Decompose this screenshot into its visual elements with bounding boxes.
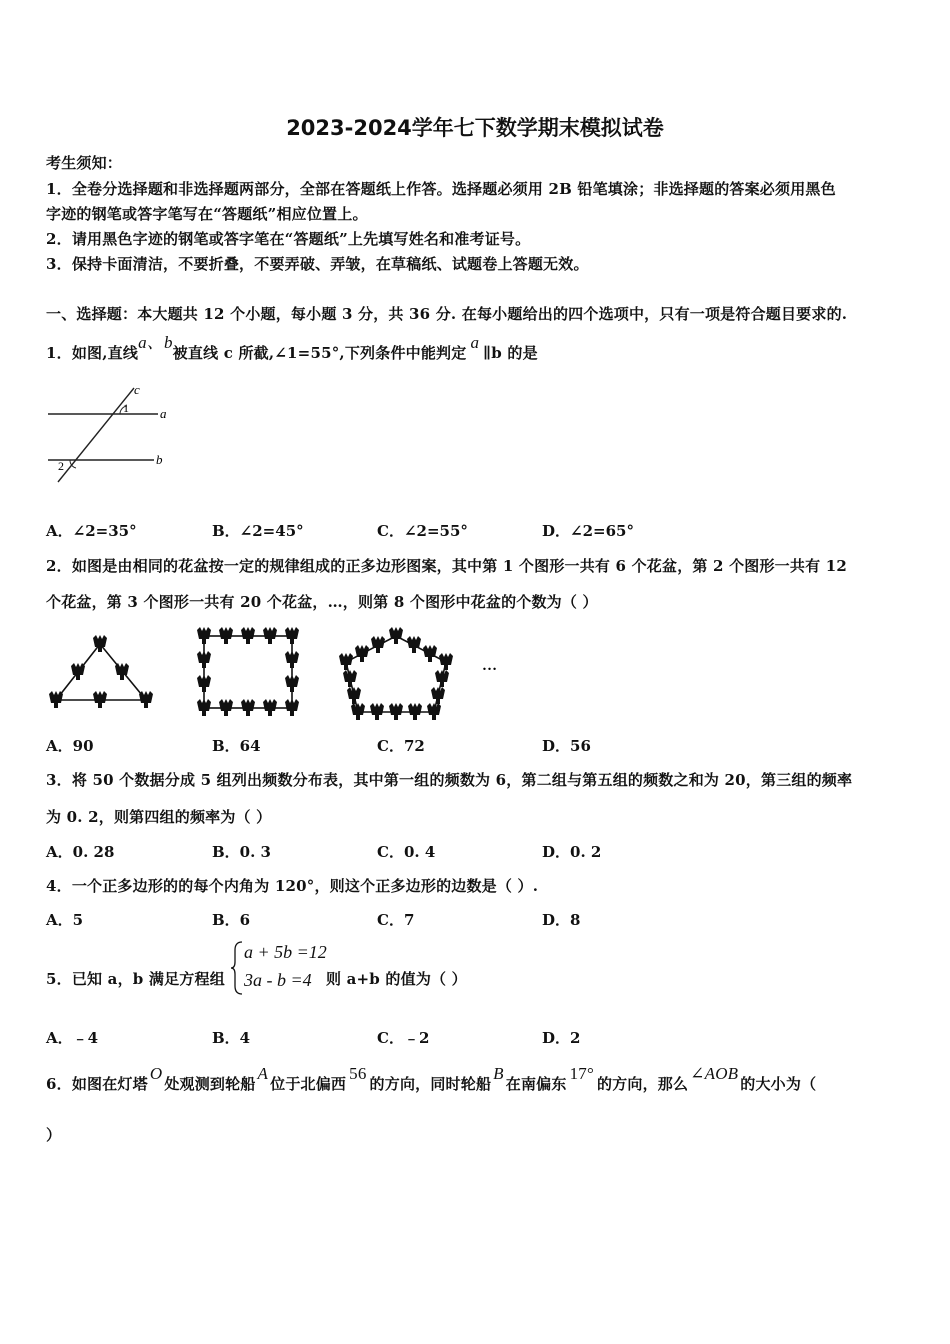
label-a: a: [160, 406, 167, 421]
q6-degree-1: 56: [349, 1064, 367, 1083]
q1-option-d: D．∠2=65°: [542, 522, 634, 540]
q2-option-d: D．56: [542, 737, 591, 755]
notice-heading: 考生须知：: [46, 154, 123, 172]
q6-text-6: 的方向，那么: [596, 1075, 689, 1093]
q5-brace: [230, 940, 244, 996]
q1-text-post: ∥b 的是: [483, 344, 538, 362]
pattern-ellipsis: …: [482, 658, 497, 674]
q4-option-a: A．5: [46, 911, 84, 929]
q4-option-b: B．6: [212, 911, 251, 929]
notice-item-1-cont: 字迹的钢笔或答字笔写在“答题纸”相应位置上。: [46, 205, 368, 223]
q6-point-b: B: [493, 1064, 504, 1083]
q1-option-a: A．∠2=35°: [46, 522, 137, 540]
q6-text-4: 的方向，同时轮船: [369, 1075, 492, 1093]
q1-a: a: [470, 333, 480, 352]
label-c: c: [134, 382, 140, 397]
question-5-post: 则 a+b 的值为（ ）: [326, 970, 467, 988]
page-title: 2023-2024学年七下数学期末模拟试卷: [286, 116, 664, 140]
q6-text-7: 的大小为（: [740, 1075, 817, 1093]
q5-equation-2: 3a - b =4: [244, 970, 312, 990]
question-4: 4．一个正多边形的的每个内角为 120°，则这个正多边形的边数是（ ）.: [46, 877, 539, 895]
q3-option-c: C．0. 4: [377, 843, 436, 861]
question-3-line-2: 为 0. 2，则第四组的频率为（ ）: [46, 808, 272, 826]
q6-point-a: A: [257, 1064, 269, 1083]
q2-option-a: A．90: [46, 737, 94, 755]
q2-option-c: C．72: [377, 737, 425, 755]
q6-text-1: 6．如图在灯塔: [46, 1075, 148, 1093]
q6-text-5: 在南偏东: [505, 1075, 567, 1093]
q2-figure: [44, 626, 514, 722]
notice-item-3: 3．保持卡面清洁，不要折叠，不要弄破、弄皱，在草稿纸、试题卷上答题无效。: [46, 255, 589, 273]
q6-point-o: O: [149, 1064, 163, 1083]
q1-option-b: B．∠2=45°: [212, 522, 304, 540]
q4-option-c: C．7: [377, 911, 415, 929]
q1-text-pre: 1．如图,直线: [46, 344, 139, 362]
q5-option-a: A．﹣4: [46, 1029, 99, 1047]
q6-degree-2: 17°: [569, 1064, 594, 1083]
q6-text-3: 位于北偏西: [270, 1075, 347, 1093]
q2-option-b: B．64: [212, 737, 261, 755]
q1-text-mid: 被直线 c 所截,∠1=55°,下列条件中能判定: [172, 344, 467, 362]
q6-text-2: 处观测到轮船: [164, 1075, 256, 1093]
q6-closing-paren: ）: [46, 1126, 62, 1144]
notice-item-2: 2．请用黑色字迹的钢笔或答字笔在“答题纸”上先填写姓名和准考证号。: [46, 230, 531, 248]
question-1: [46, 333, 538, 363]
question-6: [46, 1064, 817, 1094]
angle-1-label: 1: [123, 401, 129, 415]
q5-option-d: D．2: [542, 1029, 581, 1047]
q3-option-d: D．0. 2: [542, 843, 602, 861]
question-2-line-1: 2．如图是由相同的花盆按一定的规律组成的正多边形图案，其中第 1 个图形一共有 6 个花盆，第 2 个图形一共有 12: [46, 557, 847, 575]
pattern-1-triangle: [49, 635, 153, 708]
section-heading: 一、选择题：本大题共 12 个小题，每小题 3 分，共 36 分. 在每小题给出的四个选项中，只有一项是符合题目要求的.: [46, 305, 848, 323]
q1-ab: a、b: [138, 333, 173, 352]
pattern-3-pentagon: [339, 627, 453, 720]
notice-item-1: 1．全卷分选择题和非选择题两部分，全部在答题纸上作答。选择题必须用 2B 铅笔填涂；非选择题的答案必须用黑色: [46, 180, 836, 198]
pattern-2-square: [197, 627, 299, 716]
question-3-line-1: 3．将 50 个数据分成 5 组列出频数分布表，其中第一组的频数为 6，第二组与第五组的频数之和为 20，第三组的频率: [46, 771, 853, 789]
q3-option-a: A．0. 28: [46, 843, 115, 861]
q3-option-b: B．0. 3: [212, 843, 271, 861]
q5-option-c: C．﹣2: [377, 1029, 430, 1047]
q5-equation-1: a + 5b =12: [244, 942, 327, 962]
question-2-line-2: 个花盆，第 3 个图形一共有 20 个花盆，…，则第 8 个图形中花盆的个数为（ ）: [46, 593, 598, 611]
q4-option-d: D．8: [542, 911, 581, 929]
q1-figure: [44, 382, 174, 487]
q6-angle-aob: ∠AOB: [690, 1064, 739, 1083]
q5-option-b: B．4: [212, 1029, 251, 1047]
question-5-pre: 5．已知 a，b 满足方程组: [46, 970, 225, 988]
angle-2-label: 2: [58, 459, 64, 473]
label-b: b: [156, 452, 163, 467]
q1-option-c: C．∠2=55°: [377, 522, 468, 540]
